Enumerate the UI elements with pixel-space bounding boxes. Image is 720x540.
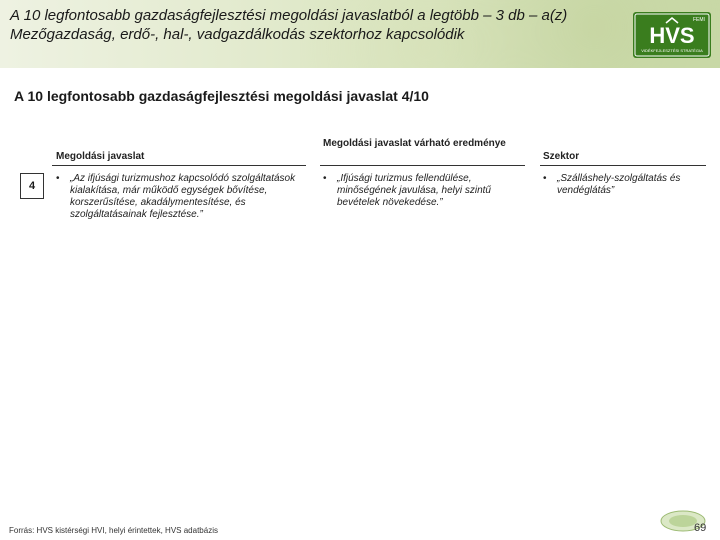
header-banner <box>0 0 720 68</box>
szektor-text: „Szálláshely-szolgáltatás és vendéglátás” <box>557 173 681 196</box>
col-header-szektor: Szektor <box>543 151 580 162</box>
hvs-logo <box>633 12 711 58</box>
col-rule-eredmeny <box>320 165 525 166</box>
section-title: A 10 legfontosabb gazdaságfejlesztési megoldási javaslat 4/10 <box>14 88 429 104</box>
col-rule-javaslat <box>52 165 306 166</box>
col-header-eredmeny: Megoldási javaslat várható eredménye <box>323 138 506 149</box>
bullet-icon: • <box>323 173 327 184</box>
javaslat-item <box>56 173 296 221</box>
col-header-javaslat: Megoldási javaslat <box>56 151 145 162</box>
hvs-logo-subtext: VIDÉKFEJLESZTÉSI STRATÉGIA <box>641 48 703 53</box>
szektor-item <box>543 173 703 197</box>
javaslat-text: „Az ifjúsági turizmushoz kapcsolódó szolgáltatások kialakítása, már működő egységek bővítése, korszerűsítése, akadálymentesítése, és szolgáltatásainak fejlesztése.” <box>70 173 296 220</box>
bullet-icon: • <box>543 173 547 184</box>
hvs-logo-text: HVS <box>649 23 695 48</box>
header-title: A 10 legfontosabb gazdaságfejlesztési megoldási javaslatból a legtöbb – 3 db – a(z) Mezőgazdaság, erdő-, hal-, vadgazdálkodás szektorhoz kapcsolódik <box>10 7 568 43</box>
eredmeny-item <box>323 173 523 209</box>
eredmeny-text: „Ifjúsági turizmus fellendülése, minőségének javulása, helyi szintű bevételek növekedése.” <box>337 173 491 208</box>
hvs-logo-badge: FEMI <box>693 17 705 23</box>
row-number: 4 <box>20 173 44 199</box>
page-number: 69 <box>694 522 707 534</box>
footer-source: Forrás: HVS kistérségi HVI, helyi érintettek, HVS adatbázis <box>9 526 218 535</box>
col-rule-szektor <box>540 165 706 166</box>
bullet-icon: • <box>56 173 60 184</box>
